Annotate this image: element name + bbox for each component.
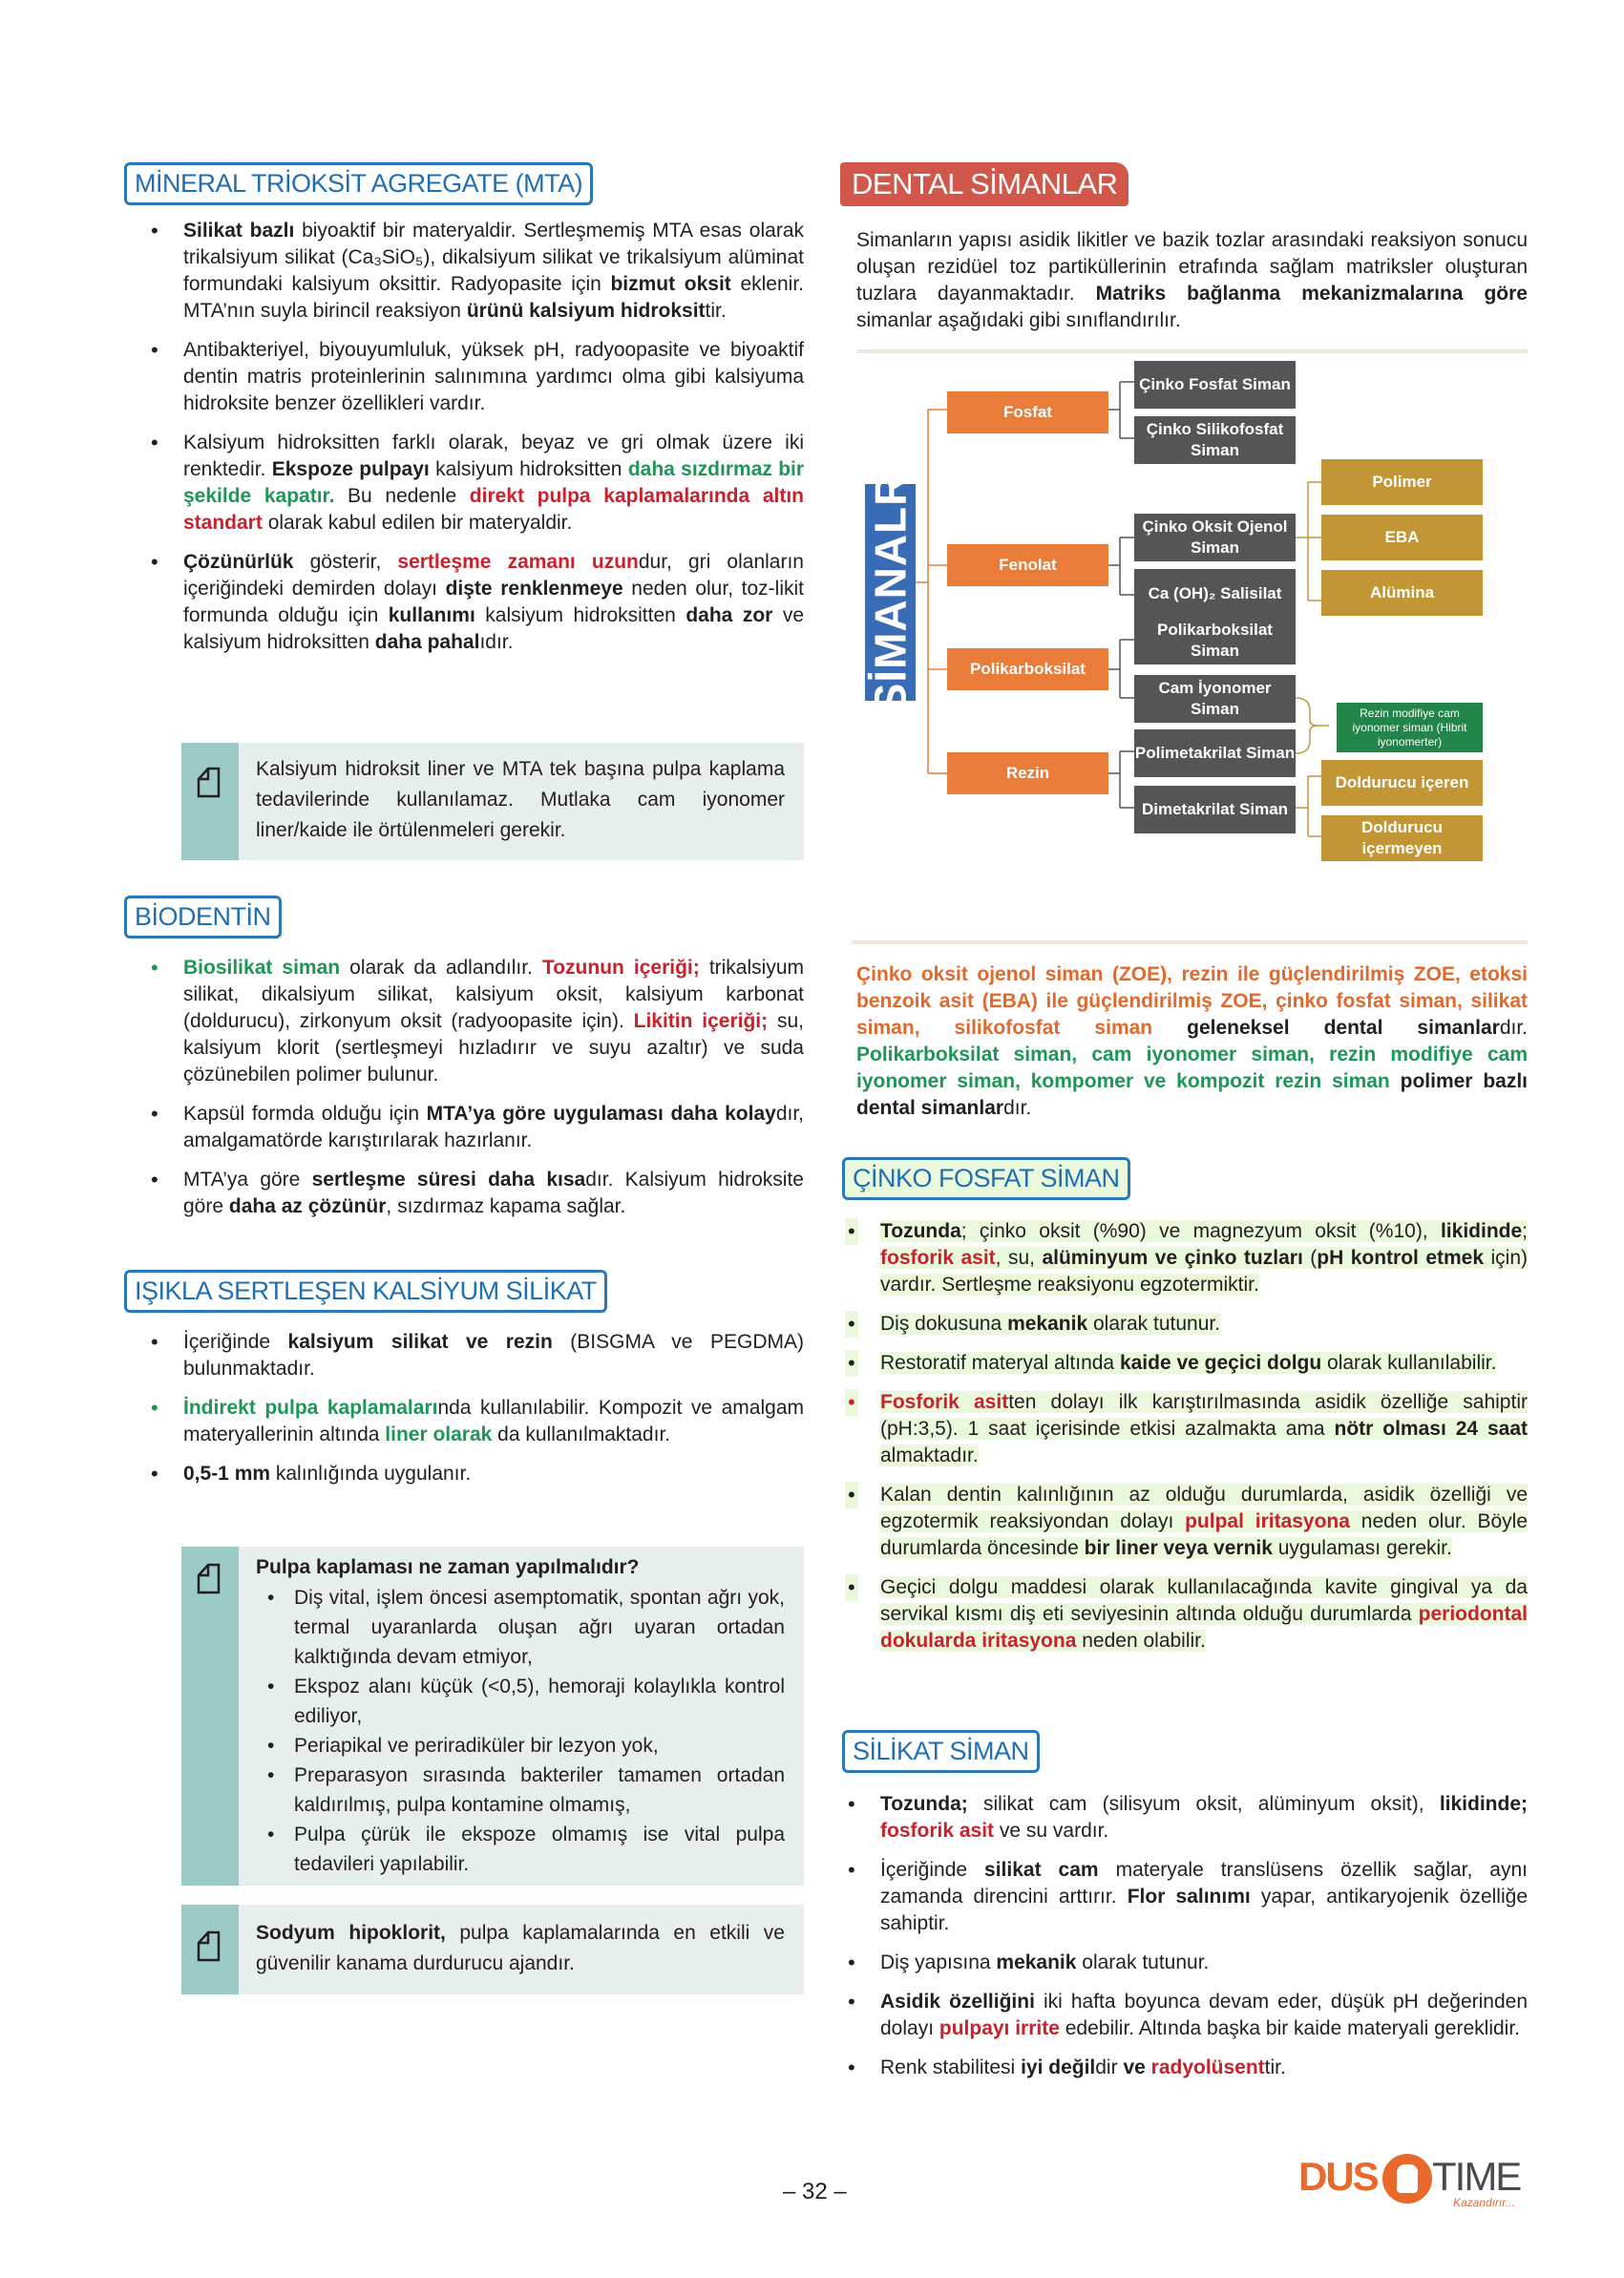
text-run: bir liner veya vernik <box>1084 1537 1273 1559</box>
text-run: neden olur, toz-likit formunda olduğu için <box>183 578 805 626</box>
text-run: radyolüsent <box>1150 2057 1265 2078</box>
text-run: Bu nedenle <box>334 485 470 507</box>
text-run: mekanik <box>1007 1313 1088 1335</box>
list-item-text <box>183 1169 804 1217</box>
text-run: ; <box>1522 1220 1528 1242</box>
text-run: kullanımı <box>388 604 475 626</box>
section-title-mta: MİNERAL TRİOKSİT AGREGATE (MTA) <box>124 162 593 205</box>
zoe-type-polimer: Polimer <box>1321 459 1483 505</box>
cement-zoe: Çinko Oksit Ojenol Siman <box>1134 514 1296 561</box>
list-item <box>840 2055 1528 2081</box>
diagram-bottom-divider <box>852 940 1528 944</box>
section-title-silikat: SİLİKAT SİMAN <box>842 1730 1040 1773</box>
text-run: pulpayı irrite <box>939 2017 1060 2039</box>
text-run: Asidik özelliğini <box>880 1991 1035 2013</box>
note-bar <box>181 1905 239 1994</box>
text-run: pulpal iritasyona <box>1185 1510 1350 1532</box>
text-run: fosforik asit <box>880 1247 996 1269</box>
section-title-biodentin: BİODENTİN <box>124 896 282 939</box>
list-item <box>840 1950 1528 1976</box>
list-item-text <box>880 1576 1528 1652</box>
list-item <box>840 1350 1528 1377</box>
text-run: eklenir. MTA’nın suyla birincil reaksiyon <box>183 273 804 322</box>
list-item <box>840 1311 1528 1338</box>
section-divider <box>856 349 1528 353</box>
text-run: MTA’ya göre <box>183 1169 312 1191</box>
text-run: İçeriğinde <box>183 1331 288 1353</box>
list-item-text <box>880 2057 1286 2078</box>
text-run: liner olarak <box>385 1424 493 1445</box>
list-item-text <box>880 1991 1528 2039</box>
text-run: Tozunda; <box>880 1793 968 1815</box>
text-run: kalsiyum hidroksitten <box>429 458 628 480</box>
text-run: Diş yapısına <box>880 1951 997 1973</box>
text-run: kalsiyum silikat ve rezin <box>287 1331 553 1353</box>
mta-note-text: Kalsiyum hidroksit liner ve MTA tek başına pulpa kaplama tedavilerinde kullanılamaz. Mutlaka cam iyonomer liner/kaide ile örtülenmeleri gerekir. <box>256 758 785 841</box>
list-item <box>143 218 804 325</box>
list-item <box>143 955 804 1088</box>
list-item-text <box>183 957 804 1086</box>
text-run: iki hafta boyunca devam eder, düşük pH değerinden dolayı <box>880 1991 1528 2039</box>
diagram-root-label <box>865 473 916 712</box>
text-run: bizmut oksit <box>610 273 731 295</box>
list-item-text <box>183 551 804 653</box>
pulpa-note-box <box>181 1547 804 1886</box>
list-item-text <box>880 1951 1209 1973</box>
cement-ca-oh-salisilat: Ca (OH)₂ Salisilat <box>1134 569 1296 619</box>
text-run: alüminyum ve çinko tuzları <box>1042 1247 1303 1269</box>
list-item <box>840 1482 1528 1562</box>
root-label-text: SİMANALR <box>865 473 916 712</box>
list-item <box>143 1329 804 1382</box>
text-run: Likitin içeriği; <box>633 1010 769 1032</box>
dustime-logo <box>1298 2154 1528 2211</box>
list-item-text <box>183 339 804 414</box>
text-run: Geçici dolgu maddesi olarak kullanılacağında kavite gingival ya da servikal kısmı diş eti seviyesinin altında olduğu durumlarda <box>880 1576 1528 1625</box>
list-item <box>143 1461 804 1487</box>
category-fenolat: Fenolat <box>947 544 1108 586</box>
list-item-text <box>183 432 804 534</box>
text-run: olarak da adlandılır. <box>340 957 542 979</box>
text-run: Renk stabilitesi <box>880 2057 1022 2078</box>
text-run: ten dolayı ilk karıştırılmasında asidik özelliğe sahiptir (pH:3,5). 1 saat içerisinde etkisi azalmakta ama <box>880 1391 1528 1440</box>
text-run: olarak tutunur. <box>1076 1951 1210 1973</box>
mta-note-box <box>181 743 804 860</box>
text-run: sertleşme süresi daha kısa <box>311 1169 586 1191</box>
text-run: , sızdırmaz kapama sağlar. <box>386 1195 626 1217</box>
sodyum-note-text: pulpa kaplamalarında en etkili ve güvenilir kanama durdurucu ajandır. <box>256 1922 785 1974</box>
cement-summary-text <box>856 961 1528 1122</box>
text-run: Tozunda <box>880 1220 961 1242</box>
text-run: iyi değil <box>1021 2057 1096 2078</box>
list-item-text <box>880 1484 1528 1559</box>
text-run: silikat cam <box>984 1859 1099 1881</box>
pulpa-note-item: • Periapikal ve periradiküler bir lezyon yok, <box>256 1731 785 1761</box>
list-item-text <box>880 1352 1496 1374</box>
section-title-dental-simanlar: DENTAL SİMANLAR <box>840 162 1128 206</box>
text-run: polimer bazlı dental simanlar <box>856 1070 1528 1119</box>
text-run: simanlar aşağıdaki gibi sınıflandırılır. <box>856 309 1181 331</box>
text-run: geleneksel dental simanlar <box>1152 1017 1500 1039</box>
text-run: dır. <box>1499 1017 1528 1039</box>
text-run: ve su vardır. <box>994 1820 1109 1842</box>
text-run: İçeriğinde <box>880 1859 985 1881</box>
text-run: Antibakteriyel, biyouyumluluk, yüksek pH, radyoopasite ve biyoaktif dentin matris proteinlerinin salınımına yardımcı olma gibi kalsiyuma hidroksite benzer özellikleri vardır. <box>183 339 804 414</box>
list-item <box>143 430 804 537</box>
category-polikarboksilat: Polikarboksilat <box>947 648 1108 690</box>
resin-type-doldurucu-iceren: Doldurucu içeren <box>1321 760 1483 806</box>
text-run: dişte renklenmeye <box>445 578 623 600</box>
list-item <box>840 1389 1528 1469</box>
text-run: Diş dokusuna <box>880 1313 1008 1335</box>
text-run: biyoaktif bir materyaldir. Sertleşmemiş MTA esas olarak trikalsiyum silikat (Ca₃SiO₅), dikalsiyum silikat ve trikalsiyum alüminat formundaki kalsiyum oksittir. Radyopasite için <box>183 220 804 295</box>
list-item-text <box>880 1793 1528 1842</box>
cement-polimetakrilat: Polimetakrilat Siman <box>1134 729 1296 777</box>
list-item <box>840 1218 1528 1298</box>
text-run: ıdır. <box>479 631 514 653</box>
text-run: neden olur. Böyle durumlarda öncesinde <box>880 1510 1529 1559</box>
list-item-text <box>880 1313 1220 1335</box>
zoe-type-eba: EBA <box>1321 515 1483 560</box>
cement-cinko-silikofosfat: Çinko Silikofosfat Siman <box>1134 416 1296 464</box>
text-run: uygulaması gerekir. <box>1272 1537 1452 1559</box>
text-run: likidinde; <box>1439 1793 1528 1815</box>
dental-intro-text <box>856 227 1528 334</box>
text-run: daha sızdırmaz bir şekilde kapatır. <box>183 458 805 507</box>
text-run: daha az çözünür <box>228 1195 387 1217</box>
note-page-icon <box>196 1562 222 1594</box>
text-run: su, kalsiyum klorit (sertleşmeyi hızladırır ve suyu azaltır) ve suda çözünebilen polimer bulunur. <box>183 1010 804 1086</box>
text-run: da kullanılmaktadır. <box>492 1424 671 1445</box>
tooth-logo-icon <box>1382 2154 1432 2204</box>
note-page-icon <box>196 1930 222 1962</box>
text-run: dır, amalgamatörde karıştırılarak hazırlanır. <box>183 1103 805 1151</box>
pulpa-note-item: • Diş vital, işlem öncesi asemptomatik, spontan ağrı yok, termal uyaranlarda oluşan ağrı uyaran ortadan kalktığında devam etmiyor, <box>256 1583 785 1672</box>
text-run: ve <box>1123 2057 1146 2078</box>
text-run: Fosforik asit <box>880 1391 1009 1413</box>
isikla-bullet-list <box>143 1329 804 1500</box>
text-run: 0,5-1 mm <box>183 1463 271 1485</box>
text-run: için) vardır. Sertleşme reaksiyonu egzotermiktir. <box>880 1247 1529 1296</box>
text-run: İndirekt pulpa kaplamaları <box>183 1397 438 1419</box>
text-run: fosforik asit <box>880 1820 995 1842</box>
text-run: dır. <box>1003 1097 1032 1119</box>
text-run: trikalsiyum silikat, dikalsiyum silikat, kalsiyum oksit, kalsiyum karbonat (doldurucu), zirkonyum oksit (radyoopasite için). <box>183 957 804 1032</box>
section-title-cinko-fosfat: ÇİNKO FOSFAT SİMAN <box>842 1157 1130 1200</box>
text-run: ( <box>1302 1247 1318 1269</box>
cement-classification-diagram <box>852 355 1529 947</box>
cement-cinko-fosfat: Çinko Fosfat Siman <box>1134 361 1296 409</box>
text-run: Ekspoze pulpayı <box>271 458 430 480</box>
logo-slogan: Kazandırır... <box>1453 2196 1515 2209</box>
text-run: nötr olması 24 saat <box>1334 1418 1528 1440</box>
text-run: likidinde <box>1440 1220 1523 1242</box>
cement-polikarboksilat: Polikarboksilat Siman <box>1134 617 1296 664</box>
list-item-text <box>183 1463 471 1485</box>
mta-bullet-list <box>143 218 804 668</box>
text-run: neden olabilir. <box>1076 1630 1206 1652</box>
text-run: periodontal dokularda iritasyona <box>880 1603 1528 1652</box>
text-run: Matriks bağlanma mekanizmalarına göre <box>1095 283 1528 305</box>
text-run: olarak tutunur. <box>1087 1313 1221 1335</box>
list-item-text <box>183 220 804 322</box>
logo-dus-text: DUS <box>1298 2154 1378 2199</box>
text-run: silikat cam (silisyum oksit, alüminyum oksit), <box>967 1793 1440 1815</box>
text-run: Kalan dentin kalınlığının az olduğu durumlarda, asidik özelliği ve egzotermik reaksiyondan dolayı <box>880 1484 1528 1532</box>
pulpa-note-list <box>256 1583 785 1879</box>
text-run: ürünü kalsiyum hidroksit <box>466 300 706 322</box>
text-run: tir. <box>1264 2057 1286 2078</box>
cement-cam-iyonomer: Cam İyonomer Siman <box>1134 675 1296 723</box>
text-run: Kalsiyum hidroksitten farklı olarak, beyaz ve gri olmak üzere iki renktedir. <box>183 432 804 480</box>
text-run: yapar, antikaryojenik özelliğe sahiptir. <box>880 1886 1528 1934</box>
list-item <box>143 549 804 656</box>
pulpa-note-item: • Ekspoz alanı küçük (<0,5), hemoraji kolaylıkla kontrol ediliyor, <box>256 1672 785 1731</box>
text-run: almaktadır. <box>880 1445 979 1466</box>
list-item <box>143 1101 804 1154</box>
text-run: olarak kabul edilen bir materyaldir. <box>262 512 573 534</box>
text-run: pH kontrol etmek <box>1317 1247 1485 1269</box>
note-page-icon <box>196 766 222 798</box>
note-bar <box>181 1547 239 1886</box>
biodentin-bullet-list <box>143 955 804 1233</box>
category-fosfat: Fosfat <box>947 391 1108 433</box>
category-rezin: Rezin <box>947 752 1108 794</box>
text-run: mekanik <box>996 1951 1077 1973</box>
text-run: Silikat bazlı <box>183 220 295 242</box>
list-item <box>143 1395 804 1448</box>
resin-type-doldurucu-icermeyen: Doldurucu içermeyen <box>1321 815 1483 861</box>
text-run: kalsiyum hidroksitten <box>475 604 686 626</box>
list-item <box>143 1167 804 1220</box>
text-run: Flor salınımı <box>1127 1886 1251 1908</box>
text-run: Simanların yapısı asidik likitler ve bazik tozlar arasındaki reaksiyon sonucu oluşan rezidüel toz partiküllerinin etrafında sağlam matriksler oluşturan tuzlara dayanmaktadır. <box>856 229 1528 305</box>
text-run: Çözünürlük <box>183 551 294 573</box>
text-run: dır. Kalsiyum hidroksite göre <box>183 1169 804 1217</box>
pulpa-note-item: • Pulpa çürük ile ekspoze olmamış ise vital pulpa tedavileri yapılabilir. <box>256 1820 785 1879</box>
text-run: Polikarboksilat siman, cam iyonomer siman, rezin modifiye cam iyonomer siman, kompomer ve kompozit rezin siman <box>856 1044 1528 1092</box>
list-item-text <box>183 1331 804 1380</box>
list-item <box>143 337 804 417</box>
cinko-bullet-list <box>840 1218 1528 1667</box>
text-run: , su, <box>995 1247 1043 1269</box>
text-run: Restoratif materyal altında <box>880 1352 1120 1374</box>
text-run: sertleşme zamanı uzun <box>397 551 639 573</box>
list-item-text <box>880 1220 1528 1296</box>
cement-dimetakrilat: Dimetakrilat Siman <box>1134 786 1296 833</box>
list-item <box>840 1791 1528 1845</box>
list-item <box>840 1989 1528 2042</box>
list-item <box>840 1857 1528 1937</box>
text-run: daha zor <box>685 604 773 626</box>
text-run: dur, gri olanların içeriğindeki demirden dolayı <box>183 551 804 600</box>
text-run: olarak kullanılabilir. <box>1321 1352 1497 1374</box>
note-bar <box>181 743 239 860</box>
text-run: gösterir, <box>293 551 398 573</box>
pulpa-note-item: • Preparasyon sırasında bakteriler tamamen ortadan kaldırılmış, pulpa kontamine olmamış, <box>256 1761 785 1820</box>
text-run: ve kalsiyum hidroksitten <box>183 604 805 653</box>
hybrid-ionomer-box: Rezin modifiye cam iyonomer siman (Hibrit iyonomerter) <box>1337 703 1483 752</box>
text-run: Biosilikat siman <box>183 957 341 979</box>
zoe-type-alumina: Alümina <box>1321 570 1483 616</box>
text-run: Kapsül formda olduğu için <box>183 1103 427 1125</box>
text-run: tir. <box>705 300 727 322</box>
text-run: kaide ve geçici dolgu <box>1119 1352 1322 1374</box>
sodyum-note-box <box>181 1905 804 1994</box>
text-run: kalınlığında uygulanır. <box>270 1463 472 1485</box>
list-item-text <box>880 1391 1528 1466</box>
sodyum-note-bold: Sodyum hipoklorit, <box>256 1922 446 1944</box>
page-number: – 32 – <box>783 2179 847 2204</box>
text-run: direkt pulpa kaplamalarında altın standart <box>183 485 804 534</box>
pulpa-note-heading: Pulpa kaplaması ne zaman yapılmalıdır? <box>256 1556 640 1578</box>
text-run: (BISGMA ve PEGDMA) bulunmaktadır. <box>183 1331 804 1380</box>
text-run: dir <box>1095 2057 1124 2078</box>
text-run: daha pahal <box>374 631 480 653</box>
text-run: ; çinko oksit (%90) ve magnezyum oksit (%10), <box>960 1220 1441 1242</box>
list-item-text <box>880 1859 1528 1934</box>
logo-time-text: TIME <box>1432 2154 1521 2199</box>
list-item-text <box>183 1103 804 1151</box>
list-item-text <box>183 1397 804 1445</box>
text-run: Tozunun içeriği; <box>541 957 700 979</box>
text-run: edebilir. Altında başka bir kaide materyali gereklidir. <box>1059 2017 1520 2039</box>
text-run: nda kullanılabilir. Kompozit ve amalgam materyallerinin altında <box>183 1397 804 1445</box>
silikat-bullet-list <box>840 1791 1528 2094</box>
list-item <box>840 1574 1528 1655</box>
text-run: MTA’ya göre uygulaması daha kolay <box>426 1103 776 1125</box>
text-run: materyale translüsens özellik sağlar, aynı zamanda direncini arttırır. <box>880 1859 1529 1908</box>
text-run: Çinko oksit ojenol siman (ZOE), rezin ile güçlendirilmiş ZOE, etoksi benzoik asit (EBA) ile güçlendirilmiş ZOE, çinko fosfat siman, silikat siman, silikofosfat siman <box>856 963 1528 1039</box>
section-title-isikla: IŞIKLA SERTLEŞEN KALSİYUM SİLİKAT <box>124 1270 607 1313</box>
